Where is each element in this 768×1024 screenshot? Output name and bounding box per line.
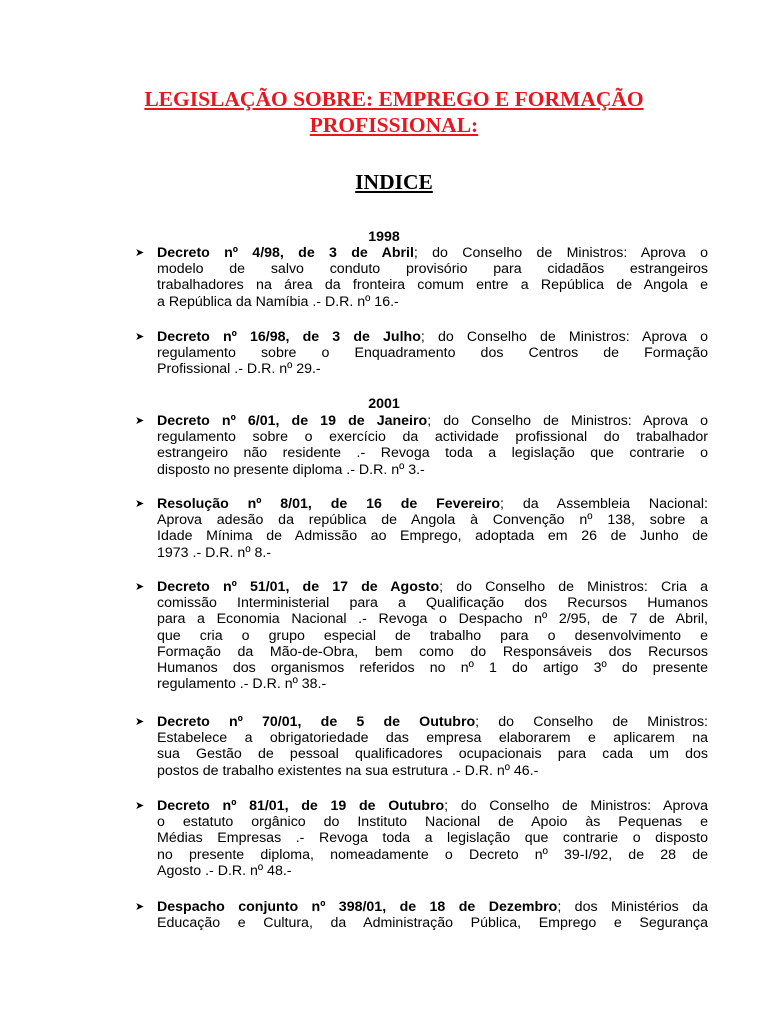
entry-line: regulamento sobre o Enquadramento dos Centros de Formação	[157, 345, 708, 362]
entry-line: Estabelece a obrigatoriedade das empresa elaborarem e aplicarem na	[157, 730, 708, 747]
entry-title: Decreto nº 6/01, de 19 de Janeiro	[157, 413, 428, 429]
entry-title: Decreto nº 81/01, de 19 de Outubro	[157, 798, 445, 814]
entry-line: regulamento sobre o exercício da actividade profissional do trabalhador	[157, 429, 708, 446]
entry-line: no presente diploma, nomeadamente o Decreto nº 39-I/92, de 28 de	[157, 846, 708, 863]
arrow-bullet-icon: ➤	[135, 415, 145, 427]
entry-line: postos de trabalho existentes na sua estrutura .- D.R. nº 46.-	[157, 762, 539, 779]
entry-line: regulamento .- D.R. nº 38.-	[157, 676, 327, 693]
entry-line: ; do Conselho de Ministros:	[475, 714, 708, 730]
arrow-bullet-icon: ➤	[135, 581, 145, 593]
entry-title: Decreto nº 51/01, de 17 de Agosto	[157, 579, 440, 595]
arrow-bullet-icon: ➤	[135, 716, 145, 728]
entry-line: estrangeiro não residente .- Revoga toda a legislação que contrarie o	[157, 445, 708, 462]
entry-line: Profissional .- D.R. nº 29.-	[157, 361, 321, 378]
entry-text	[157, 496, 708, 561]
arrow-bullet-icon: ➤	[135, 247, 145, 259]
arrow-bullet-icon: ➤	[135, 800, 145, 812]
entry-line: que cria o grupo especial de trabalho para o desenvolvimento e	[157, 627, 708, 644]
entry-line: sua Gestão de pessoal qualificadores ocupacionais para cada um dos	[157, 746, 708, 763]
entry-text	[157, 579, 708, 692]
index-heading: INDICE	[355, 170, 433, 194]
entry-line: para a Economia Nacional .- Revoga o Despacho nº 2/95, de 7 de Abril,	[157, 611, 708, 628]
entry-title: Decreto nº 16/98, de 3 de Julho	[157, 329, 421, 345]
year-heading-1998: 1998	[368, 229, 400, 245]
entry-line: ; da Assembleia Nacional:	[500, 496, 709, 512]
entry-line: a República da Namíbia .- D.R. nº 16.-	[157, 293, 399, 310]
entry-line: disposto no presente diploma .- D.R. nº 3.-	[157, 461, 425, 478]
entry-line: 1973 .- D.R. nº 8.-	[157, 544, 271, 561]
arrow-bullet-icon: ➤	[135, 901, 145, 913]
entry-line: ; do Conselho de Ministros: Aprova o	[420, 329, 708, 345]
entry-title: Decreto nº 4/98, de 3 de Abril	[157, 245, 414, 261]
entry-line: Educação e Cultura, da Administração Pública, Emprego e Segurança	[157, 915, 708, 932]
entry-text	[157, 245, 708, 310]
entry-text	[157, 714, 708, 779]
entry-text	[157, 413, 708, 478]
entry-title: Decreto nº 70/01, de 5 de Outubro	[157, 714, 476, 730]
entry-line: ; dos Ministérios da	[557, 899, 708, 915]
document-title-line-1: LEGISLAÇÃO SOBRE: EMPREGO E FORMAÇÃO	[144, 87, 644, 111]
entry-title: Resolução nº 8/01, de 16 de Fevereiro	[157, 496, 501, 512]
arrow-bullet-icon: ➤	[135, 498, 145, 510]
entry-line: modelo de salvo conduto provisório para cidadãos estrangeiros	[157, 261, 708, 278]
document-title-line-2: PROFISSIONAL:	[309, 113, 479, 137]
entry-line: comissão Interministerial para a Qualificação dos Recursos Humanos	[157, 595, 708, 612]
entry-line: Médias Empresas .- Revoga toda a legislação que contrarie o disposto	[157, 830, 708, 847]
entry-line: trabalhadores na área da fronteira comum entre a República de Angola e	[157, 277, 708, 294]
year-heading-2001: 2001	[368, 396, 400, 412]
entry-line: Idade Mínima de Admissão ao Emprego, adoptada em 26 de Junho de	[157, 528, 708, 545]
entry-line: ; do Conselho de Ministros: Aprova o	[427, 413, 709, 429]
entry-title: Despacho conjunto nº 398/01, de 18 de Dezembro	[157, 899, 558, 915]
entry-line: Agosto .- D.R. nº 48.-	[157, 862, 292, 879]
entry-line: Formação da Mão-de-Obra, bem como do Responsáveis dos Recursos	[157, 643, 708, 660]
entry-line: o estatuto orgânico do Instituto Nacional de Apoio às Pequenas e	[157, 814, 708, 831]
entry-line: ; do Conselho de Ministros: Cria a	[439, 579, 709, 595]
entry-text	[157, 798, 708, 879]
entry-text	[157, 329, 708, 378]
entry-text	[157, 899, 708, 931]
arrow-bullet-icon: ➤	[135, 331, 145, 343]
entry-line: Aprova adesão da república de Angola à Convenção nº 138, sobre a	[157, 512, 708, 529]
entry-line: ; do Conselho de Ministros: Aprova o	[413, 245, 708, 261]
entry-line: ; do Conselho de Ministros: Aprova	[444, 798, 708, 814]
entry-line: Humanos dos organismos referidos no nº 1 do artigo 3º do presente	[157, 659, 708, 676]
